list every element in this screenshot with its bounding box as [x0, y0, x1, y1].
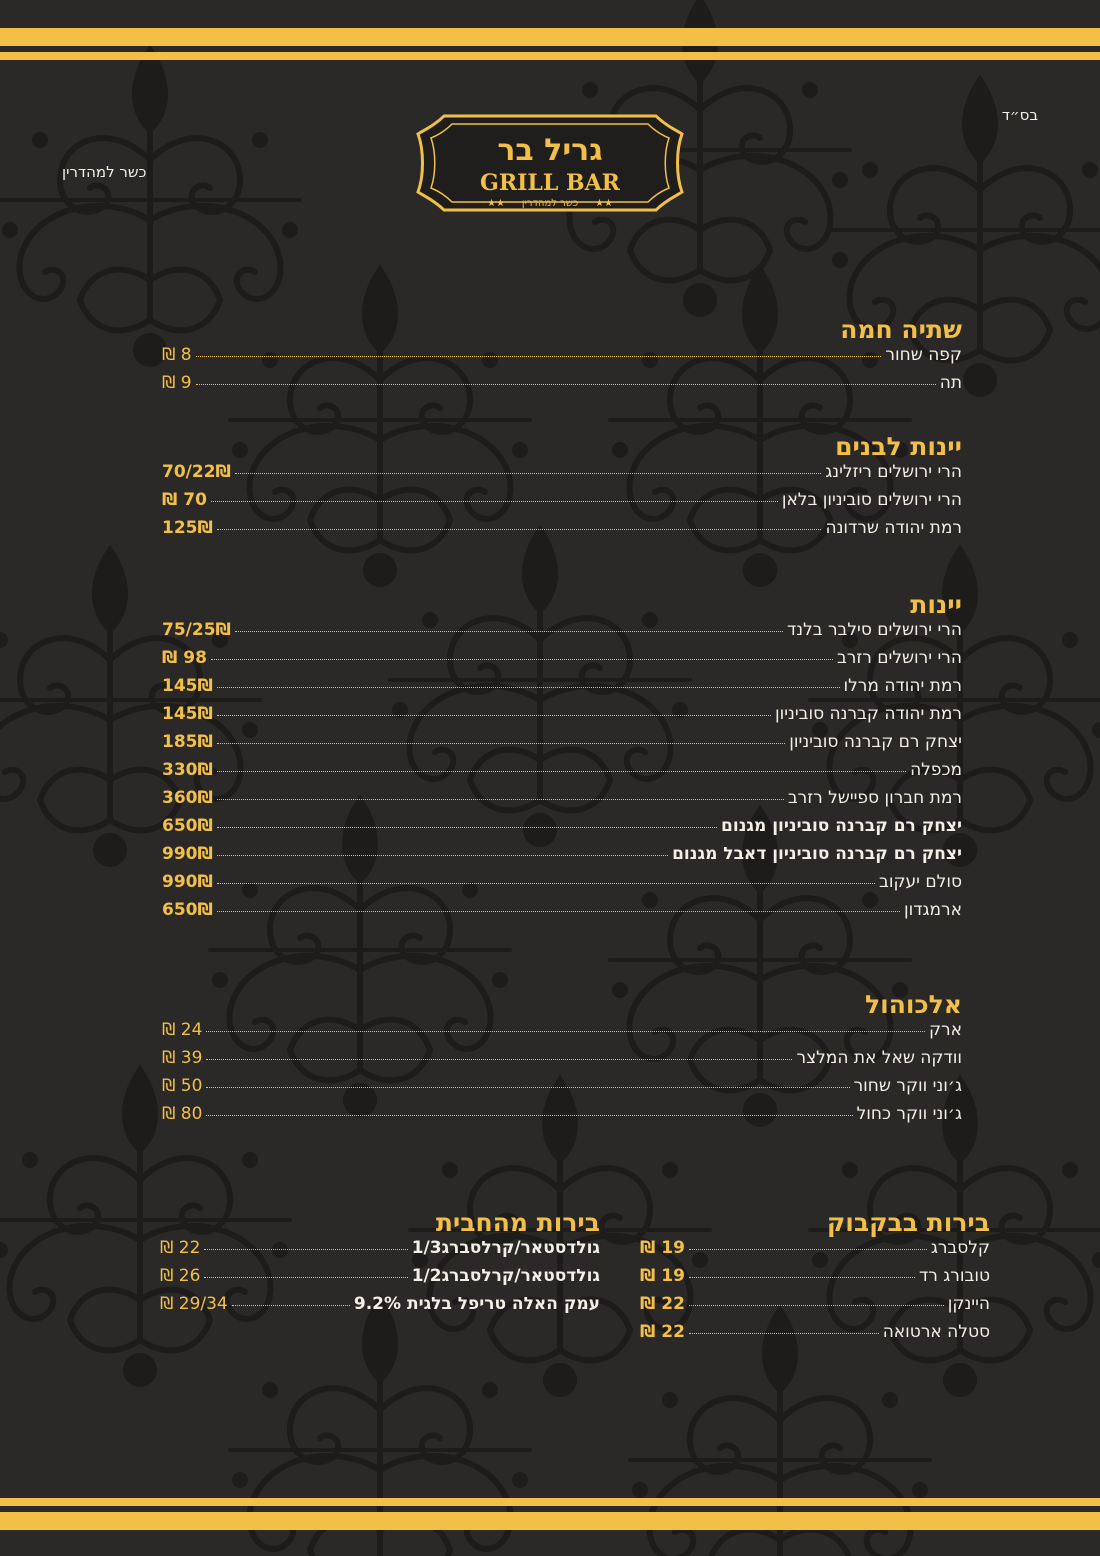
- item-price: 145₪: [162, 676, 213, 696]
- menu-item: [162, 1048, 962, 1076]
- item-price: 125₪: [162, 518, 213, 538]
- item-price: 39 ₪: [162, 1048, 203, 1068]
- item-name: הרי ירושלים רזרב: [836, 648, 962, 668]
- leader-dots: [235, 631, 783, 632]
- menu-item: [162, 373, 962, 401]
- item-price: 330₪: [162, 760, 213, 780]
- item-price: 98 ₪: [162, 648, 207, 668]
- item-price: 75/25₪: [162, 620, 231, 640]
- leader-dots: [217, 687, 840, 688]
- leader-dots: [217, 743, 785, 744]
- item-price: 19 ₪: [640, 1238, 685, 1258]
- menu-item: [162, 518, 962, 546]
- item-price: 145₪: [162, 704, 213, 724]
- menu-item: [160, 1266, 600, 1294]
- item-name: קלסברג: [930, 1238, 990, 1258]
- section-hot-drinks: [162, 315, 962, 401]
- item-name: הרי ירושלים סילבר בלנד: [786, 620, 962, 640]
- menu-item: [162, 872, 962, 900]
- section-title: בירות מהחבית: [435, 1208, 600, 1237]
- menu-item: [162, 732, 962, 760]
- bottom-stripe-1: [0, 1498, 1100, 1506]
- section-title: יינות לבנים: [835, 432, 962, 461]
- section-wines: [162, 590, 962, 928]
- item-price: 19 ₪: [640, 1266, 685, 1286]
- section-alcohol: [162, 990, 962, 1132]
- item-name: מכפלה: [910, 760, 962, 780]
- item-price: 185₪: [162, 732, 213, 752]
- item-price: 8 ₪: [162, 345, 192, 365]
- item-name: ארק: [928, 1020, 962, 1040]
- menu-item: [162, 462, 962, 490]
- section-title: שתיה חמה: [840, 315, 962, 344]
- section-draft-beers: [160, 1208, 600, 1322]
- menu-item: [162, 844, 962, 872]
- item-name: גולדסטאר/קרלסברג1/2: [411, 1266, 600, 1286]
- leader-dots: [217, 799, 784, 800]
- menu-item: [162, 676, 962, 704]
- item-price: 80 ₪: [162, 1104, 203, 1124]
- leader-dots: [232, 1305, 350, 1306]
- leader-dots: [217, 715, 771, 716]
- star-icon: ★★: [487, 198, 505, 209]
- section-title: בירות בבקבוק: [826, 1208, 990, 1237]
- kosher-note: כשר למהדרין: [62, 163, 147, 181]
- leader-dots: [211, 501, 778, 502]
- item-price: 70/22₪: [162, 462, 231, 482]
- item-name: ג׳וני ווקר כחול: [856, 1104, 962, 1124]
- item-name: יצחק רם קברנה סוביניון דאבל מגנום: [672, 844, 962, 864]
- item-name: יצחק רם קברנה סוביניון: [789, 732, 962, 752]
- item-name: וודקה שאל את המלצר: [796, 1048, 962, 1068]
- item-name: סולם יעקוב: [879, 872, 962, 892]
- item-name: רמת יהודה קברנה סוביניון: [774, 704, 962, 724]
- leader-dots: [217, 827, 717, 828]
- item-price: 650₪: [162, 816, 213, 836]
- menu-item: [162, 345, 962, 373]
- item-price: 70 ₪: [162, 490, 207, 510]
- logo-english: GRILL BAR: [480, 170, 620, 196]
- leader-dots: [204, 1249, 407, 1250]
- menu-item: [640, 1238, 990, 1266]
- menu-item: [640, 1294, 990, 1322]
- leader-dots: [206, 1059, 792, 1060]
- leader-dots: [196, 356, 882, 357]
- logo-tagline: כשר למהדרין: [521, 198, 579, 209]
- menu-item: [162, 788, 962, 816]
- top-stripe-2: [0, 52, 1100, 60]
- leader-dots: [689, 1277, 915, 1278]
- leader-dots: [206, 1087, 849, 1088]
- item-price: 650₪: [162, 900, 213, 920]
- item-name: קפה שחור: [885, 345, 962, 365]
- bottom-stripe-2: [0, 1512, 1100, 1530]
- menu-item: [162, 1076, 962, 1104]
- item-name: רמת חברון ספיישל רזרב: [787, 788, 962, 808]
- leader-dots: [206, 1031, 925, 1032]
- menu-item: [162, 1104, 962, 1132]
- item-name: עמק האלה טריפל בלגית 9.2%: [353, 1294, 600, 1314]
- item-price: 24 ₪: [162, 1020, 203, 1040]
- item-name: יצחק רם קברנה סוביניון מגנום: [721, 816, 962, 836]
- section-title: אלכוהול: [865, 990, 962, 1019]
- grill-bar-logo: [414, 110, 686, 216]
- item-price: 22 ₪: [640, 1294, 685, 1314]
- item-price: 22 ₪: [160, 1238, 201, 1258]
- item-name: רמת יהודה מרלו: [843, 676, 962, 696]
- menu-item: [162, 490, 962, 518]
- item-price: 9 ₪: [162, 373, 192, 393]
- item-name: תה: [939, 373, 962, 393]
- item-name: היינקן: [947, 1294, 990, 1314]
- item-price: 990₪: [162, 844, 213, 864]
- star-icon: ★★: [595, 198, 613, 209]
- item-name: הרי ירושלים סוביניון בלאן: [781, 490, 962, 510]
- top-stripe-1: [0, 28, 1100, 46]
- leader-dots: [196, 384, 936, 385]
- item-name: הרי ירושלים ריזלינג: [825, 462, 962, 482]
- menu-item: [162, 760, 962, 788]
- menu-item: [162, 620, 962, 648]
- menu-item: [162, 1020, 962, 1048]
- leader-dots: [211, 659, 833, 660]
- leader-dots: [689, 1305, 944, 1306]
- menu-item: [162, 816, 962, 844]
- item-name: סטלה ארטואה: [882, 1322, 990, 1342]
- leader-dots: [689, 1333, 879, 1334]
- item-price: 990₪: [162, 872, 213, 892]
- menu-item: [162, 704, 962, 732]
- section-bottled-beers: [640, 1208, 990, 1350]
- menu-item: [162, 648, 962, 676]
- item-name: טובורג רד: [919, 1266, 990, 1286]
- leader-dots: [206, 1115, 852, 1116]
- leader-dots: [689, 1249, 927, 1250]
- menu-item: [160, 1238, 600, 1266]
- leader-dots: [217, 883, 875, 884]
- section-title: יינות: [910, 590, 962, 619]
- menu-item: [160, 1294, 600, 1322]
- item-price: 360₪: [162, 788, 213, 808]
- menu-item: [640, 1266, 990, 1294]
- leader-dots: [217, 911, 900, 912]
- menu-item: [640, 1322, 990, 1350]
- item-name: גולדסטאר/קרלסברג1/3: [411, 1238, 600, 1258]
- item-name: ג׳וני ווקר שחור: [853, 1076, 962, 1096]
- leader-dots: [217, 529, 822, 530]
- leader-dots: [217, 771, 906, 772]
- leader-dots: [217, 855, 668, 856]
- leader-dots: [235, 473, 821, 474]
- item-price: 50 ₪: [162, 1076, 203, 1096]
- menu-item: [162, 900, 962, 928]
- section-white-wines: [162, 432, 962, 546]
- leader-dots: [204, 1277, 407, 1278]
- item-name: רמת יהודה שרדונה: [825, 518, 962, 538]
- item-price: 26 ₪: [160, 1266, 201, 1286]
- item-price: 22 ₪: [640, 1322, 685, 1342]
- bsd-mark: בס״ד: [1001, 106, 1038, 124]
- item-price: 29/34 ₪: [160, 1294, 228, 1314]
- item-name: ארמגדון: [903, 900, 962, 920]
- logo-hebrew: גריל בר: [497, 133, 603, 168]
